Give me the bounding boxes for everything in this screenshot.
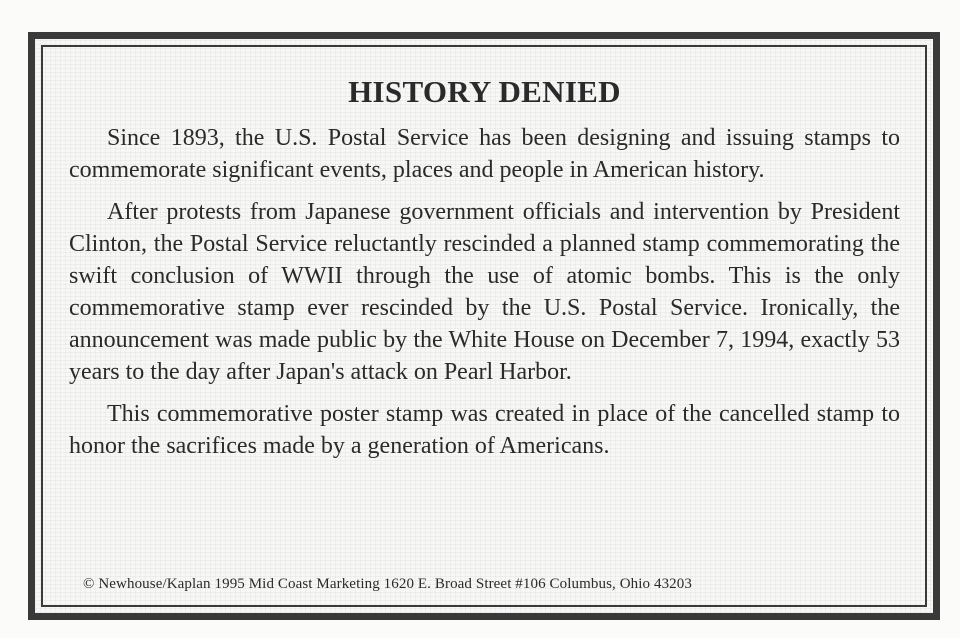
paragraph-history: Since 1893, the U.S. Postal Service has been designing and issuing stamps to commemorate significant events, places and people in American history. [69, 125, 900, 183]
paragraph-commemorative: This commemorative poster stamp was created in place of the cancelled stamp to honor the sacrifices made by a generation of Americans. [69, 401, 900, 459]
card-title: HISTORY DENIED [348, 74, 621, 109]
copyright-footer: © Newhouse/Kaplan 1995 Mid Coast Marketing 1620 E. Broad Street #106 Columbus, Ohio 43203 [83, 576, 692, 592]
history-card [28, 32, 940, 620]
card-content [69, 73, 900, 472]
paragraph-rescinded: After protests from Japanese government officials and intervention by President Clinton, the Postal Service reluctantly rescinded a planned stamp commemorating the swift conclusion of WWII through the use of atomic bombs. This is the only commemorative stamp ever rescinded by the U.S. Postal Service. Ironically, the announcement was made public by the White House on December 7, 1994, exactly 53 years to the day after Japan's attack on Pearl Harbor. [69, 199, 900, 385]
